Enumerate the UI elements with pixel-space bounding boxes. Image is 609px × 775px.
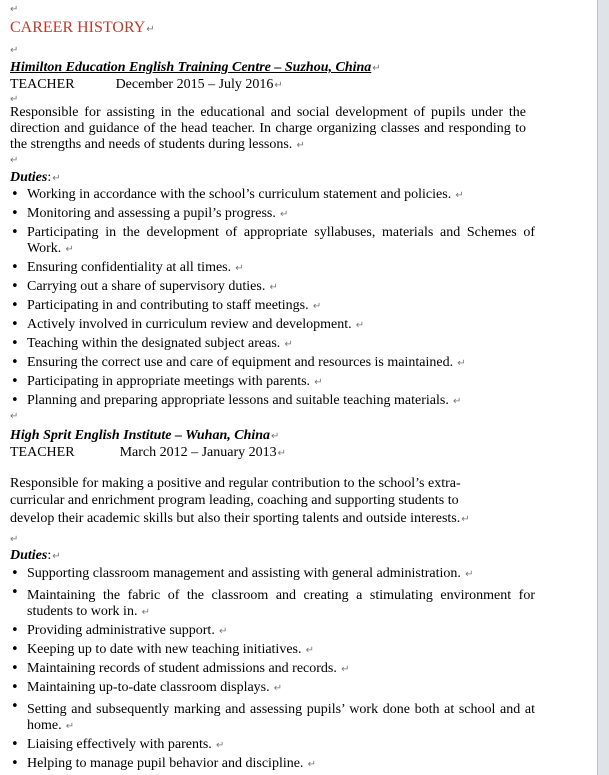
paragraph-mark: ↵ (10, 94, 19, 105)
paragraph-mark: ↵ (232, 263, 244, 274)
paragraph-mark: ↵ (452, 190, 464, 201)
job-1-duties-label: Duties:↵ (10, 170, 61, 185)
paragraph-mark: ↵ (293, 140, 305, 151)
paragraph-mark: ↵ (62, 721, 75, 732)
list-item: • Maintaining the fabric of the classroom and creating a stimulating environment for students to work in. ↵ (10, 585, 535, 621)
list-item: • Working in accordance with the school’s curriculum statement and policies. ↵ (10, 187, 535, 204)
job-1-company: Himilton Education English Training Centre – Suzhou, China↵ (10, 60, 381, 75)
job-1-role-dates: TEACHER December 2015 – July 2016↵ (10, 77, 283, 92)
list-item: • Liaising effectively with parents. ↵ (10, 737, 535, 754)
paragraph-mark: ↵ (449, 396, 462, 407)
paragraph-mark: ↵ (302, 645, 315, 656)
job-2-summary-line-2: curricular and enrichment program leading, coaching and supporting students to (10, 493, 459, 508)
paragraph-mark: ↵ (309, 301, 322, 312)
paragraph-mark: ↵ (266, 282, 278, 293)
paragraph-mark: ↵ (311, 377, 323, 388)
paragraph-mark: ↵ (10, 4, 19, 15)
job-2-role-dates: TEACHER March 2012 – January 2013↵ (10, 445, 287, 460)
paragraph-mark: ↵ (337, 664, 350, 675)
paragraph-mark: ↵ (352, 320, 365, 331)
list-item: • Planning and preparing appropriate lessons and suitable teaching materials. ↵ (10, 393, 535, 410)
paragraph-mark: ↵ (10, 411, 19, 422)
list-item: • Providing administrative support. ↵ (10, 623, 535, 640)
paragraph-mark: ↵ (276, 209, 289, 220)
paragraph-mark: ↵ (138, 607, 151, 618)
list-item: • Helping to manage pupil behavior and discipline. ↵ (10, 756, 535, 773)
paragraph-mark: ↵ (10, 534, 19, 545)
job-2-company: High Sprit English Institute – Wuhan, China↵ (10, 428, 280, 443)
job-2-summary-line-3: develop their academic skills but also their sporting talents and outside interests.↵ (10, 511, 470, 526)
list-item: • Participating in the development of appropriate syllabuses, materials and Schemes of Work. ↵ (10, 225, 535, 258)
list-item: • Participating in appropriate meetings with parents. ↵ (10, 374, 535, 391)
list-item: • Participating in and contributing to staff meetings. ↵ (10, 298, 535, 315)
paragraph-mark: ↵ (270, 683, 283, 694)
job-2-duties-label: Duties:↵ (10, 548, 61, 563)
list-item: • Monitoring and assessing a pupil’s progress. ↵ (10, 206, 535, 223)
list-item: • Ensuring the correct use and care of equipment and resources is maintained. ↵ (10, 355, 535, 372)
vertical-scrollbar[interactable] (597, 0, 609, 775)
list-item: • Maintaining records of student admissions and records. ↵ (10, 661, 535, 678)
paragraph-mark: ↵ (454, 358, 466, 369)
paragraph-mark: ↵ (215, 626, 228, 637)
paragraph-mark: ↵ (62, 244, 74, 255)
paragraph-mark: ↵ (461, 569, 474, 580)
job-2-duties-list (10, 566, 535, 775)
list-item: • Teaching within the designated subject areas. ↵ (10, 336, 535, 353)
paragraph-mark: ↵ (212, 740, 225, 751)
paragraph-mark: ↵ (10, 155, 19, 166)
list-item: • Actively involved in curriculum review and development. ↵ (10, 317, 535, 334)
list-item: • Supporting classroom management and assisting with general administration. ↵ (10, 566, 535, 583)
list-item: • Ensuring confidentiality at all times. ↵ (10, 260, 535, 277)
job-2-summary-line-1: Responsible for making a positive and regular contribution to the school’s extra- (10, 476, 461, 491)
paragraph-mark: ↵ (304, 759, 316, 770)
section-heading: CAREER HISTORY↵ (10, 19, 155, 36)
list-item: • Keeping up to date with new teaching initiatives. ↵ (10, 642, 535, 659)
job-1-summary: Responsible for assisting in the educational and social development of pupils under the direction and guidance of the head teacher. In charge organizing classes and responding to the strengths and needs of students during lessons. ↵ (10, 105, 526, 152)
job-1-duties-list (10, 187, 535, 412)
list-item: • Maintaining up-to-date classroom displays. ↵ (10, 680, 535, 697)
list-item: • Setting and subsequently marking and assessing pupils’ work done both at school and at home. ↵ (10, 699, 535, 735)
list-item: • Carrying out a share of supervisory duties. ↵ (10, 279, 535, 296)
paragraph-mark: ↵ (10, 45, 19, 56)
paragraph-mark: ↵ (281, 339, 293, 350)
